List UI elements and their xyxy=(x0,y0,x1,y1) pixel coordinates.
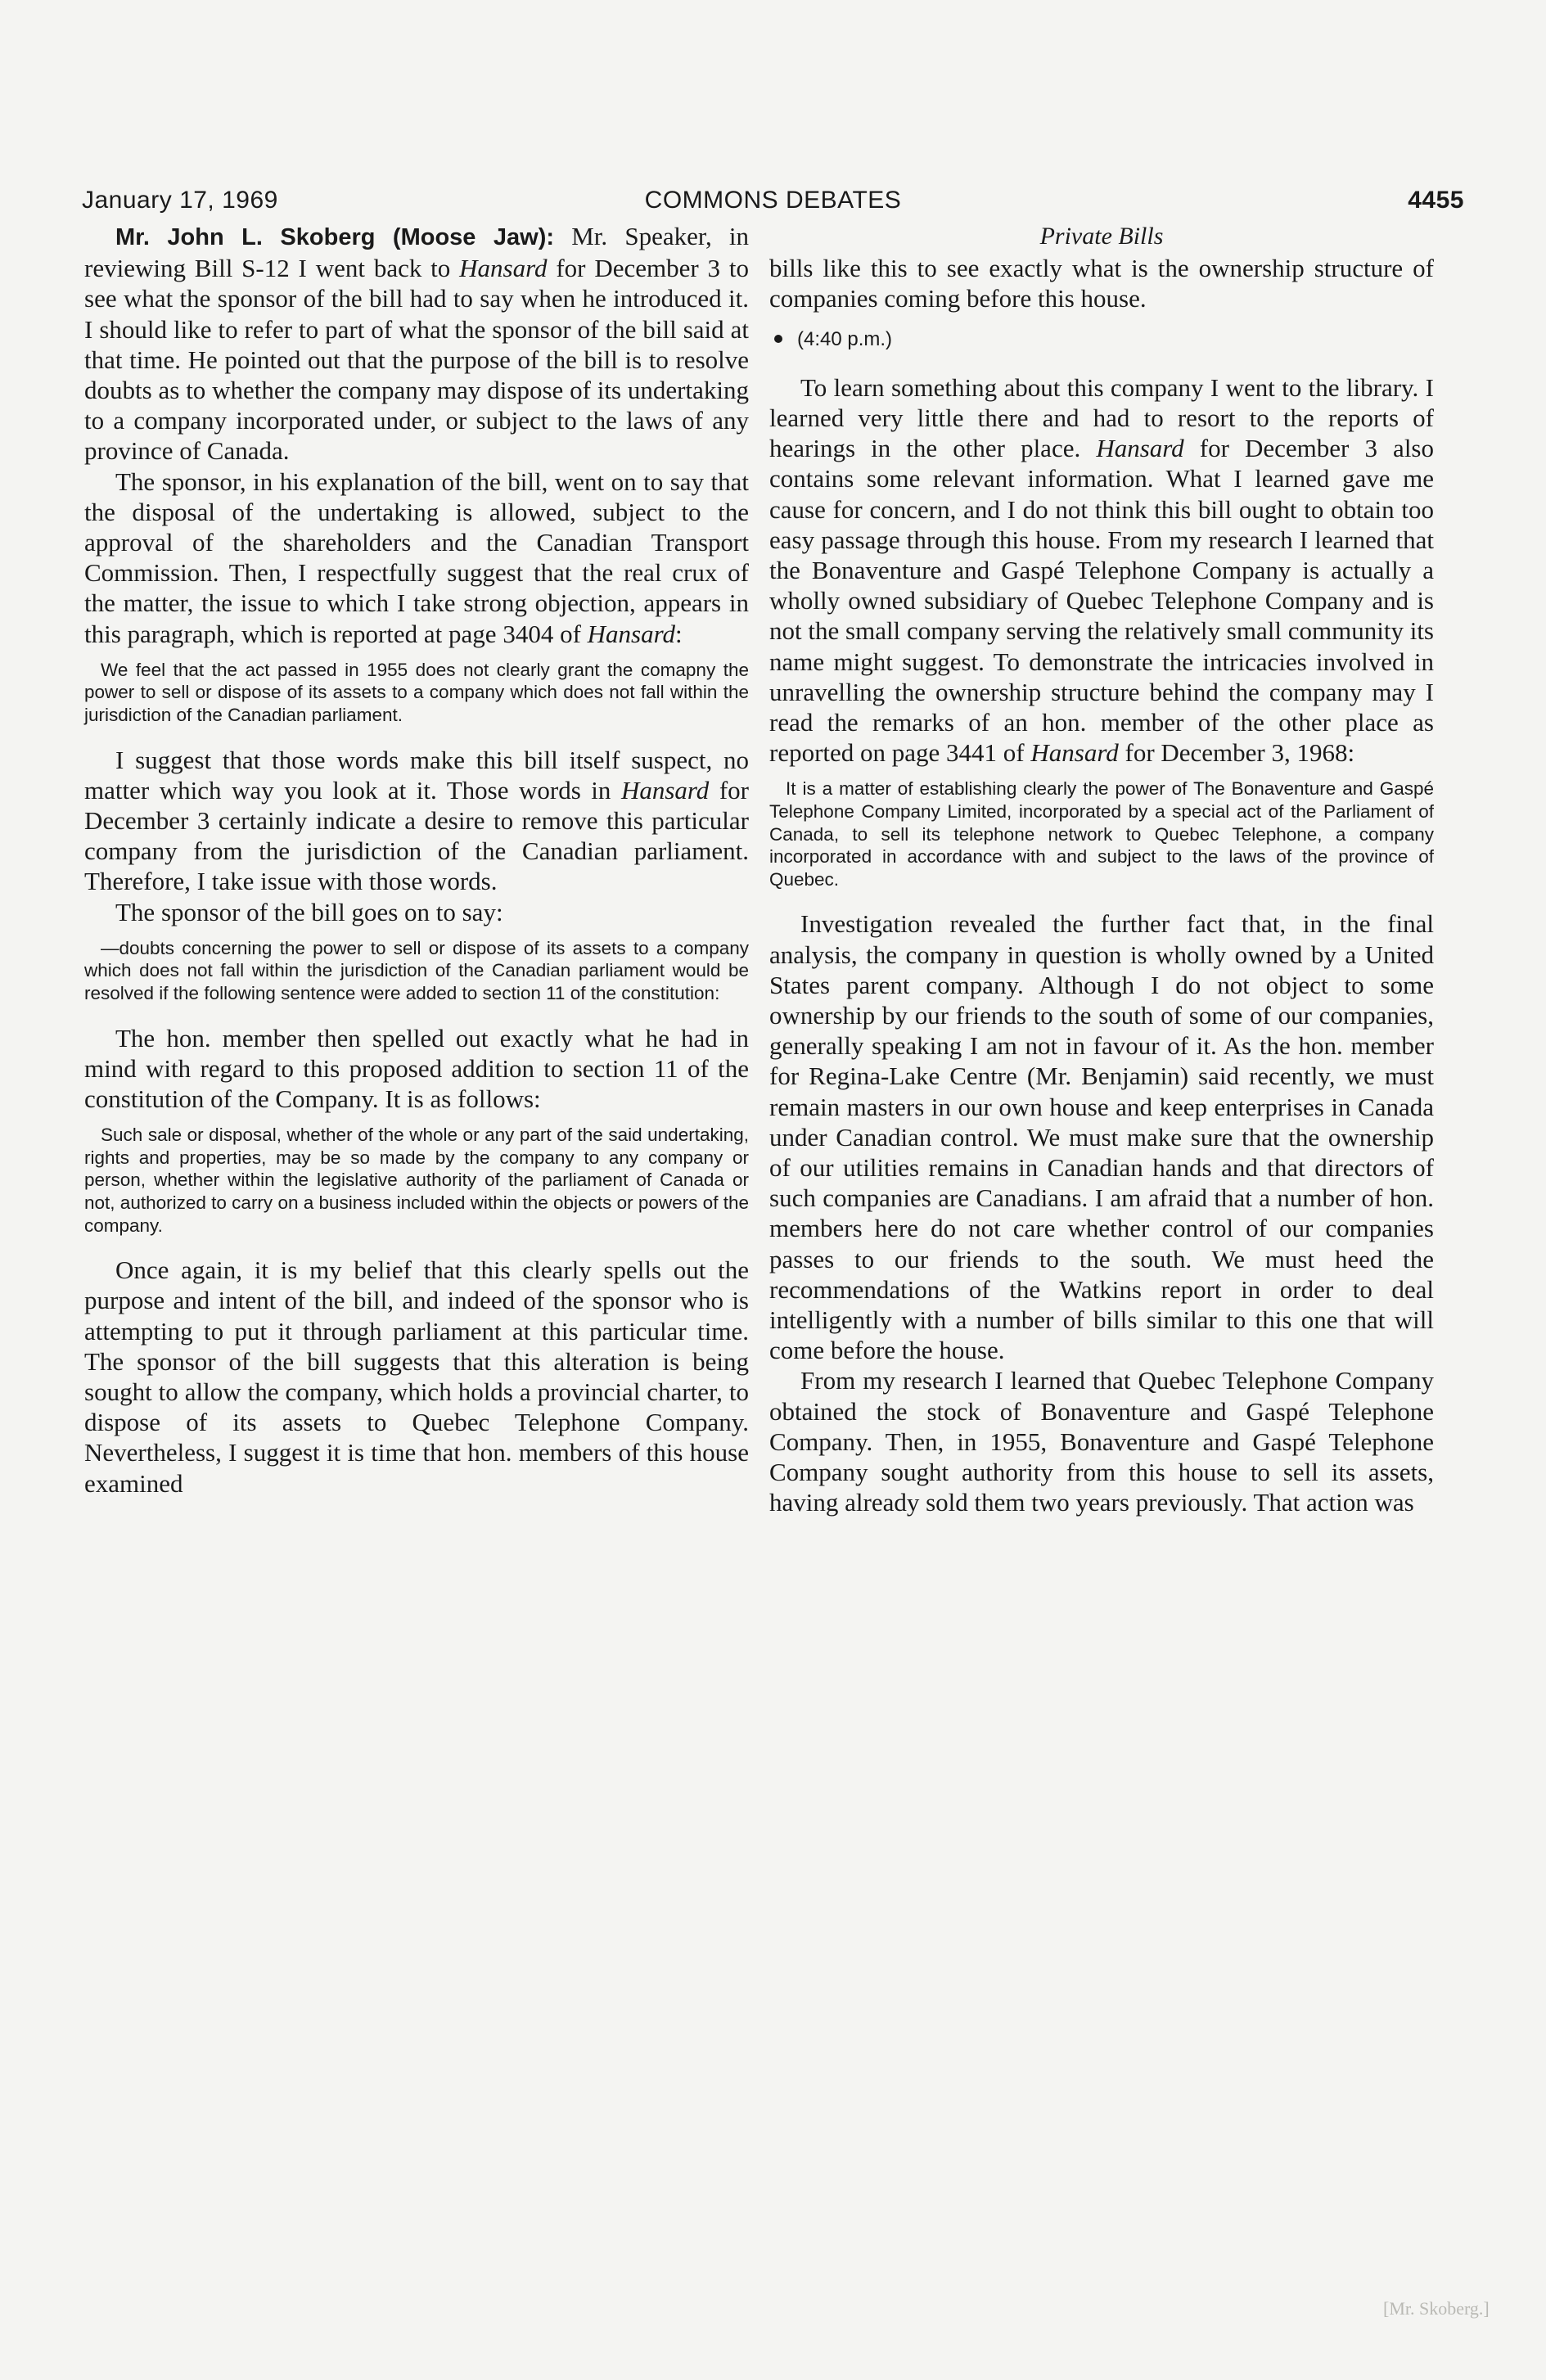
section-title: Private Bills xyxy=(1039,223,1164,250)
speaker-name: Mr. John L. Skoberg (Moose Jaw): xyxy=(115,224,555,250)
block-quote: We feel that the act passed in 1955 does not clearly grant the comapny the power to sell or dispose of its assets to a company which does not fall within the jurisdiction of the Canadian parliament. xyxy=(84,659,749,726)
block-quote: It is a matter of establishing clearly the power of The Bonaventure and Gaspé Telephone Company Limited, incorporated by a special act of the Parliament of Canada, to sell its telephone network to Quebec Telephone, a company incorporated in accordance with and subject to the laws of the province of Quebec. xyxy=(769,778,1434,890)
header-date: January 17, 1969 xyxy=(82,187,278,214)
paragraph: Investigation revealed the further fact that, in the final analysis, the company in question is wholly owned by a United States parent company. Although I do not object to some ownership by our friends to the south of some of our companies, generally speaking I am not in favour of it. As the hon. member for Regina-Lake Centre (Mr. Benjamin) said recently, we must remain masters in our own house and keep enterprises in Canada under Canadian control. We must make sure that the ownership of our utilities remains in Canadian hands and that directors of such companies are Canadians. I am afraid that a number of hon. members here do not care whether control of our companies passes to our friends to the south. We must heed the recommendations of the Watkins report in order to deal intelligently with a number of bills similar to this one that will come before the house. xyxy=(769,909,1434,1365)
bleed-through-text: [Mr. Skoberg.] xyxy=(1383,2298,1490,2319)
header-title: COMMONS DEBATES xyxy=(644,187,902,214)
bullet-icon xyxy=(774,335,782,343)
block-quote: —doubts concerning the power to sell or dispose of its assets to a company which does not fall within the jurisdiction of the Canadian parliament would be resolved if the following sentence were added to section 11 of the constitution: xyxy=(84,937,749,1004)
paragraph: I suggest that those words make this bill itself suspect, no matter which way you look at it. Those words in Hansard for December 3 certainly indicate a desire to remove this particular company from the jurisdiction of the Canadian parliament. Therefore, I take issue with those words. xyxy=(84,745,749,896)
paragraph: Once again, it is my belief that this clearly spells out the purpose and intent of the bill, and indeed of the sponsor who is attempting to put it through parliament at this particular time. The sponsor of the bill suggests that this alteration is being sought to allow the company, which holds a provincial charter, to dispose of its assets to Quebec Telephone Company. Nevertheless, I suggest it is time that hon. members of this house examined xyxy=(84,1255,749,1498)
paragraph: To learn something about this company I went to the library. I learned very little there and had to resort to the reports of hearings in the other place. Hansard for December 3 also contains some relevant information. What I learned gave me cause for concern, and I do not think this bill ought to obtain too easy passage through this house. From my research I learned that the Bonaventure and Gaspé Telephone Company is actually a wholly owned subsidiary of Quebec Telephone Company and is not the small company serving the relatively small community its name might suggest. To demonstrate the intricacies involved in unravelling the ownership structure behind the company may I read the remarks of an hon. member of the other place as reported on page 3441 of Hansard for December 3, 1968: xyxy=(769,372,1434,768)
paragraph: The hon. member then spelled out exactly what he had in mind with regard to this proposed addition to section 11 of the constitution of the Company. It is as follows: xyxy=(84,1023,749,1114)
left-column xyxy=(84,221,749,1499)
header-page-number: 4455 xyxy=(1408,187,1464,214)
paragraph: The sponsor, in his explanation of the bill, went on to say that the disposal of the undertaking is allowed, subject to the approval of the shareholders and the Canadian Transport Commission. Then, I respectfully suggest that the real crux of the matter, the issue to which I take strong objection, appears in this paragraph, which is reported at page 3404 of Hansard: xyxy=(84,467,749,648)
right-column xyxy=(769,221,1434,1517)
time-marker: (4:40 p.m.) xyxy=(769,324,1434,354)
paragraph: Mr. John L. Skoberg (Moose Jaw): Mr. Speaker, in reviewing Bill S-12 I went back to Hansard for December 3 to see what the sponsor of the bill had to say when he introduced it. I should like to refer to part of what the sponsor of the bill said at that time. He pointed out that the purpose of the bill is to resolve doubts as to whether the company may dispose of its undertaking to a company incorporated under, or subject to the laws of any province of Canada. xyxy=(84,222,750,466)
page-header xyxy=(82,187,1464,219)
paragraph: bills like this to see exactly what is the ownership structure of companies coming before this house. xyxy=(769,254,1434,313)
block-quote: Such sale or disposal, whether of the whole or any part of the said undertaking, rights and properties, may be so made by the company to any company or person, whether within the legislative authority of the parliament of Canada or not, authorized to carry on a business included within the objects or powers of the company. xyxy=(84,1125,749,1236)
paragraph: From my research I learned that Quebec Telephone Company obtained the stock of Bonaventure and Gaspé Telephone Company. Then, in 1955, Bonaventure and Gaspé Telephone Company sought authority from this house to sell its assets, having already sold them two years previously. That action was xyxy=(769,1366,1434,1517)
paragraph: The sponsor of the bill goes on to say: xyxy=(115,897,503,926)
